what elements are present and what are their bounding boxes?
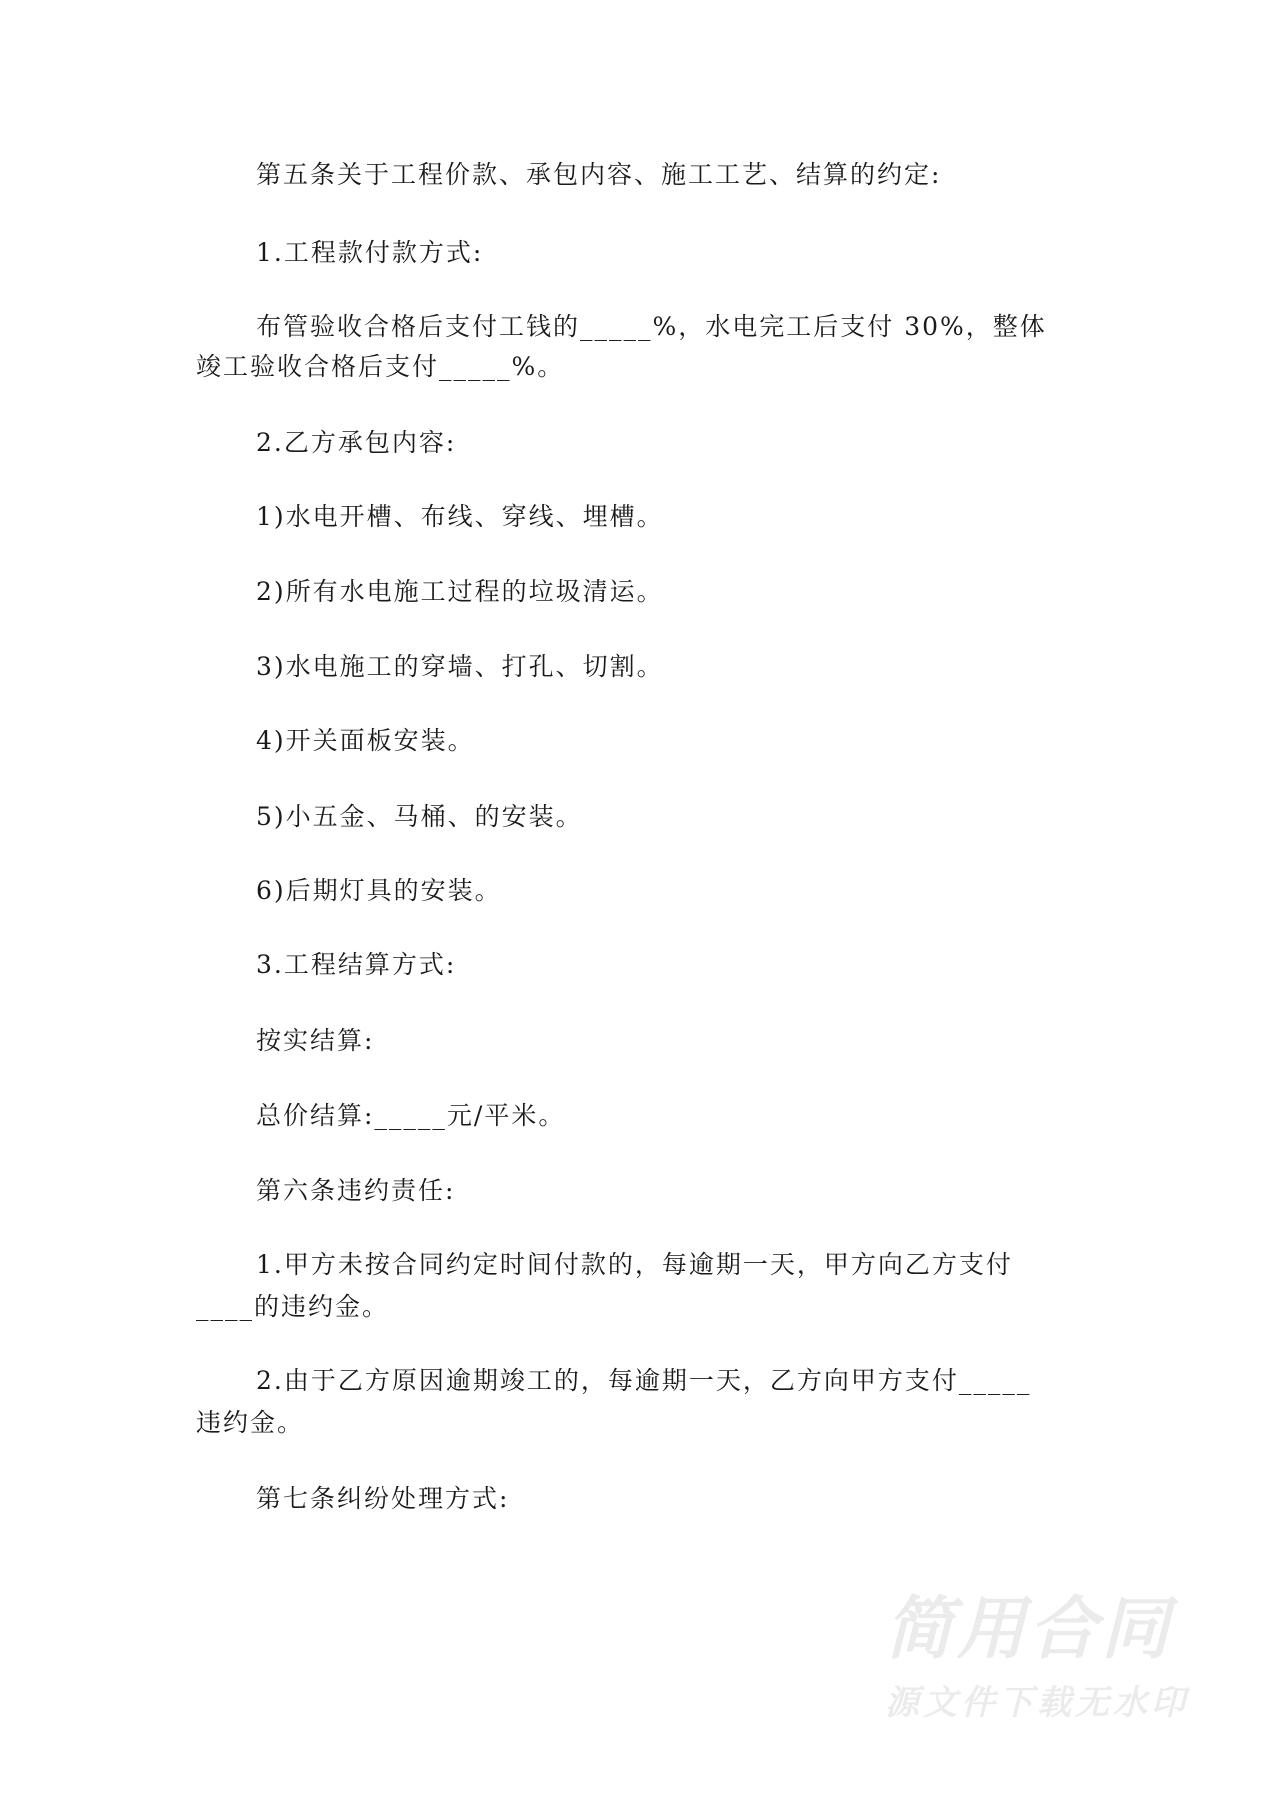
total-price-settlement: 总价结算:_____元/平米。 — [256, 1101, 566, 1130]
liability-1-line-1: 1.甲方未按合同约定时间付款的，每逾期一天，甲方向乙方支付 — [256, 1250, 1013, 1279]
article-5-heading: 第五条关于工程价款、承包内容、施工工艺、结算的约定: — [256, 160, 942, 189]
scope-item-1: 1)水电开槽、布线、穿线、埋槽。 — [256, 502, 664, 531]
liability-1-line-2: ____的违约金。 — [196, 1292, 390, 1321]
article-6-heading: 第六条违约责任: — [256, 1176, 456, 1205]
settlement-heading: 3.工程结算方式: — [256, 950, 457, 979]
scope-item-5: 5)小五金、马桶、的安装。 — [256, 802, 583, 831]
payment-terms-line-1: 布管验收合格后支付工钱的_____%，水电完工后支付 30%，整体 — [256, 312, 1047, 341]
payment-method-heading: 1.工程款付款方式: — [256, 238, 484, 267]
actual-settlement: 按实结算: — [256, 1026, 375, 1055]
contract-scope-heading: 2.乙方承包内容: — [256, 428, 457, 457]
article-7-heading: 第七条纠纷处理方式: — [256, 1484, 510, 1513]
liability-2-line-1: 2.由于乙方原因逾期竣工的，每逾期一天，乙方向甲方支付_____ — [256, 1366, 1032, 1395]
scope-item-3: 3)水电施工的穿墙、打孔、切割。 — [256, 652, 664, 681]
scope-item-2: 2)所有水电施工过程的垃圾清运。 — [256, 577, 664, 606]
scope-item-6: 6)后期灯具的安装。 — [256, 876, 502, 905]
scope-item-4: 4)开关面板安装。 — [256, 726, 475, 755]
watermark-title: 简用合同 — [885, 1590, 1174, 1669]
liability-2-line-2: 违约金。 — [196, 1408, 305, 1437]
watermark-subtitle: 源文件下载无水印 — [885, 1683, 1189, 1723]
payment-terms-line-2: 竣工验收合格后支付_____%。 — [196, 352, 565, 381]
